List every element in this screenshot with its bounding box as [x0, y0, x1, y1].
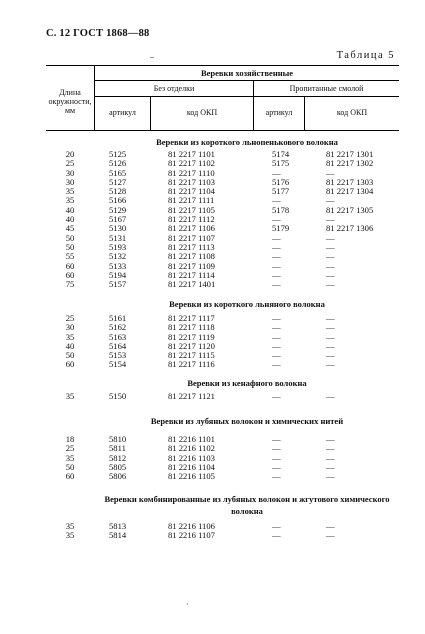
table-title: Таблица 5 [336, 50, 395, 61]
cell-article-impregnated: — [272, 434, 281, 444]
table-row [46, 392, 399, 401]
group-title: Веревки хозяйственные [200, 68, 294, 78]
table-row [46, 435, 399, 444]
table-row [46, 333, 399, 342]
cell-length: 35 [65, 391, 75, 401]
cell-article-impregnated: 5179 [272, 223, 290, 234]
cell-okp-impregnated: — [326, 443, 335, 454]
cell-length: 50 [65, 232, 75, 243]
cell-okp-impregnated: 81 2217 1303 [326, 176, 374, 187]
cell-length: 60 [65, 260, 75, 271]
cell-article-impregnated: — [272, 359, 281, 370]
cell-length: 30 [65, 176, 75, 187]
col-no-finish-header: Без отделки [153, 84, 195, 93]
cell-okp-impregnated: — [326, 471, 335, 482]
cell-length: 25 [65, 443, 75, 454]
cell-article-impregnated: — [272, 260, 281, 271]
cell-article: 5127 [109, 176, 127, 187]
cell-okp: 81 2216 1103 [168, 452, 215, 463]
col-okp2-header: код ОКП [336, 108, 368, 117]
cell-okp: 81 2217 1107 [168, 232, 215, 243]
cell-okp-impregnated: — [326, 251, 335, 262]
cell-length: 40 [65, 214, 75, 225]
cell-article: 5129 [109, 204, 127, 215]
cell-article-impregnated: — [272, 167, 281, 178]
cell-okp-impregnated: — [326, 322, 335, 333]
cell-article: 5814 [109, 530, 127, 541]
cell-article: 5154 [109, 359, 127, 370]
section-rows [46, 522, 399, 541]
cell-okp-impregnated: 81 2217 1305 [326, 204, 374, 215]
cell-okp-impregnated: — [326, 167, 335, 178]
page-mark: · [186, 600, 189, 609]
cell-length: 45 [65, 223, 75, 234]
cell-okp: 81 2217 1105 [168, 204, 215, 215]
cell-article-impregnated: — [272, 530, 281, 541]
table-row [46, 454, 399, 463]
section-rows [46, 435, 399, 481]
col-okp-header: код ОКП [186, 108, 218, 117]
cell-okp-impregnated: 81 2217 1306 [326, 223, 374, 234]
cell-okp-impregnated: — [326, 195, 335, 206]
cell-okp: 81 2216 1101 [168, 434, 215, 444]
cell-article: 5166 [109, 195, 127, 206]
col-article-header: артикул [109, 108, 136, 117]
cell-okp: 81 2217 1111 [168, 195, 215, 206]
cell-length: 60 [65, 359, 75, 370]
cell-okp: 81 2217 1116 [168, 359, 215, 370]
cell-okp: 81 2217 1119 [168, 331, 215, 342]
cell-article-impregnated: — [272, 391, 281, 401]
cell-length: 30 [65, 167, 75, 178]
cell-okp-impregnated: — [326, 241, 335, 252]
cell-article-impregnated: 5177 [272, 186, 290, 197]
table-row [46, 463, 399, 472]
cell-article-impregnated: — [272, 232, 281, 243]
header-divider-3 [253, 81, 254, 130]
cell-article: 5194 [109, 269, 127, 280]
cell-article-impregnated: — [272, 241, 281, 252]
table-row [46, 522, 399, 531]
table-row [46, 342, 399, 351]
cell-okp-impregnated: 81 2217 1302 [326, 158, 374, 169]
cell-length: 60 [65, 269, 75, 280]
table-row [46, 234, 399, 243]
cell-length: 50 [65, 461, 75, 472]
cell-length: 20 [65, 149, 75, 159]
section-title: Веревки комбинированные из лубяных волокон и жгутового химического волокна [104, 494, 390, 516]
cell-article-impregnated: — [272, 443, 281, 454]
cell-article-impregnated: — [272, 340, 281, 351]
cell-length: 30 [65, 322, 75, 333]
cell-okp: 81 2217 1112 [168, 214, 215, 225]
cell-article: 5813 [109, 521, 127, 531]
section-title: Веревки из лубяных волокон и химических нитей [150, 416, 344, 426]
cell-article-impregnated: — [272, 251, 281, 262]
subheader-rule [95, 96, 399, 97]
cell-article-impregnated: — [272, 331, 281, 342]
cell-okp-impregnated: 81 2217 1301 [326, 149, 374, 159]
cell-okp: 81 2217 1101 [168, 149, 215, 159]
cell-length: 25 [65, 313, 75, 323]
table-row [46, 444, 399, 453]
cell-okp-impregnated: — [326, 260, 335, 271]
header-divider-1 [94, 66, 95, 130]
cell-okp: 81 2217 1120 [168, 340, 215, 351]
cell-okp-impregnated: — [326, 530, 335, 541]
cell-length: 55 [65, 251, 75, 262]
cell-article: 5150 [109, 391, 127, 401]
table-row [46, 351, 399, 360]
cell-okp: 81 2217 1115 [168, 350, 215, 361]
cell-length: 35 [65, 195, 75, 206]
header-divider-2 [150, 97, 151, 130]
table-row [46, 323, 399, 332]
table-row [46, 224, 399, 233]
cell-okp: 81 2217 1121 [168, 391, 215, 401]
cell-article-impregnated: 5174 [272, 149, 290, 159]
cell-length: 40 [65, 204, 75, 215]
cell-okp: 81 2217 1117 [168, 313, 215, 323]
cell-article: 5165 [109, 167, 127, 178]
cell-okp-impregnated: — [326, 214, 335, 225]
cell-article: 5125 [109, 149, 127, 159]
cell-okp: 81 2216 1105 [168, 471, 215, 482]
cell-article: 5163 [109, 331, 127, 342]
cell-article: 5132 [109, 251, 127, 262]
cell-length: 75 [65, 279, 75, 290]
page-mark: – [150, 52, 154, 61]
cell-okp: 81 2216 1104 [168, 461, 215, 472]
table-row [46, 314, 399, 323]
cell-okp: 81 2217 1110 [168, 167, 215, 178]
col-impregnated-header: Пропитанные смолой [289, 84, 364, 93]
cell-okp-impregnated: — [326, 521, 335, 531]
cell-okp: 81 2217 1118 [168, 322, 215, 333]
cell-okp: 81 2217 1401 [168, 279, 216, 290]
cell-article: 5157 [109, 279, 127, 290]
cell-article-impregnated: 5175 [272, 158, 290, 169]
cell-article-impregnated: — [272, 313, 281, 323]
cell-article: 5193 [109, 241, 127, 252]
table-row [46, 531, 399, 540]
cell-okp: 81 2217 1108 [168, 251, 215, 262]
cell-article: 5167 [109, 214, 127, 225]
cell-article: 5811 [109, 443, 126, 454]
table-row [46, 206, 399, 215]
cell-okp-impregnated: — [326, 434, 335, 444]
table-row [46, 262, 399, 271]
table-row [46, 187, 399, 196]
cell-article-impregnated: 5176 [272, 176, 290, 187]
cell-okp-impregnated: — [326, 232, 335, 243]
cell-length: 60 [65, 471, 75, 482]
section-title: Веревки из короткого льняного волокна [169, 299, 325, 309]
cell-article: 5812 [109, 452, 127, 463]
group-rule [95, 80, 399, 81]
cell-okp-impregnated: — [326, 350, 335, 361]
section-rows [46, 392, 399, 401]
cell-okp-impregnated: — [326, 359, 335, 370]
cell-article: 5805 [109, 461, 127, 472]
cell-okp: 81 2217 1102 [168, 158, 215, 169]
cell-article-impregnated: — [272, 279, 281, 290]
cell-article-impregnated: 5178 [272, 204, 290, 215]
cell-article-impregnated: — [272, 521, 281, 531]
cell-okp: 81 2217 1109 [168, 260, 215, 271]
cell-article: 5161 [109, 313, 127, 323]
cell-okp: 81 2216 1102 [168, 443, 215, 454]
cell-okp-impregnated: — [326, 391, 335, 401]
cell-article: 5164 [109, 340, 127, 351]
table-top-rule [46, 65, 399, 66]
cell-length: 35 [65, 186, 75, 197]
cell-okp: 81 2217 1106 [168, 223, 215, 234]
page-header: С. 12 ГОСТ 1868—88 [46, 28, 150, 39]
cell-article-impregnated: — [272, 461, 281, 472]
cell-article: 5130 [109, 223, 127, 234]
cell-article-impregnated: — [272, 471, 281, 482]
table-row [46, 472, 399, 481]
cell-article-impregnated: — [272, 195, 281, 206]
cell-article-impregnated: — [272, 452, 281, 463]
cell-article-impregnated: — [272, 350, 281, 361]
table-row [46, 159, 399, 168]
cell-okp-impregnated: — [326, 452, 335, 463]
cell-okp-impregnated: — [326, 340, 335, 351]
cell-length: 35 [65, 521, 75, 531]
table-row [46, 360, 399, 369]
cell-okp: 81 2217 1104 [168, 186, 215, 197]
cell-article: 5810 [109, 434, 127, 444]
header-bottom-rule [46, 130, 399, 131]
cell-article: 5126 [109, 158, 127, 169]
cell-okp-impregnated: — [326, 269, 335, 280]
cell-article: 5806 [109, 471, 127, 482]
table-row [46, 243, 399, 252]
section-rows [46, 314, 399, 370]
cell-okp-impregnated: — [326, 313, 335, 323]
cell-length: 35 [65, 452, 75, 463]
cell-okp: 81 2217 1103 [168, 176, 215, 187]
section-rows [46, 150, 399, 289]
col-article2-header: артикул [265, 108, 293, 117]
cell-okp: 81 2216 1107 [168, 530, 215, 541]
cell-length: 35 [65, 530, 75, 541]
cell-length: 50 [65, 350, 75, 361]
cell-okp-impregnated: — [326, 461, 335, 472]
cell-length: 50 [65, 241, 75, 252]
cell-length: 18 [65, 434, 75, 444]
cell-article: 5162 [109, 322, 127, 333]
table-row [46, 252, 399, 261]
cell-okp-impregnated: — [326, 279, 335, 290]
cell-okp: 81 2217 1114 [168, 269, 215, 280]
cell-length: 25 [65, 158, 75, 169]
cell-article-impregnated: — [272, 322, 281, 333]
col-length-header: Длина окружности, мм [48, 88, 92, 115]
section-title: Веревки из кенафного волокна [187, 378, 307, 388]
cell-article: 5133 [109, 260, 127, 271]
section-title: Веревки из короткого льнопенькового волокна [156, 137, 338, 147]
cell-length: 35 [65, 331, 75, 342]
cell-length: 40 [65, 340, 75, 351]
cell-article: 5153 [109, 350, 127, 361]
cell-okp: 81 2216 1106 [168, 521, 215, 531]
cell-article: 5131 [109, 232, 127, 243]
cell-article: 5128 [109, 186, 127, 197]
cell-okp-impregnated: 81 2217 1304 [326, 186, 374, 197]
cell-article-impregnated: — [272, 269, 281, 280]
header-divider-4 [304, 97, 305, 130]
table-row [46, 280, 399, 289]
table-row [46, 271, 399, 280]
cell-article-impregnated: — [272, 214, 281, 225]
cell-okp: 81 2217 1113 [168, 241, 215, 252]
cell-okp-impregnated: — [326, 331, 335, 342]
